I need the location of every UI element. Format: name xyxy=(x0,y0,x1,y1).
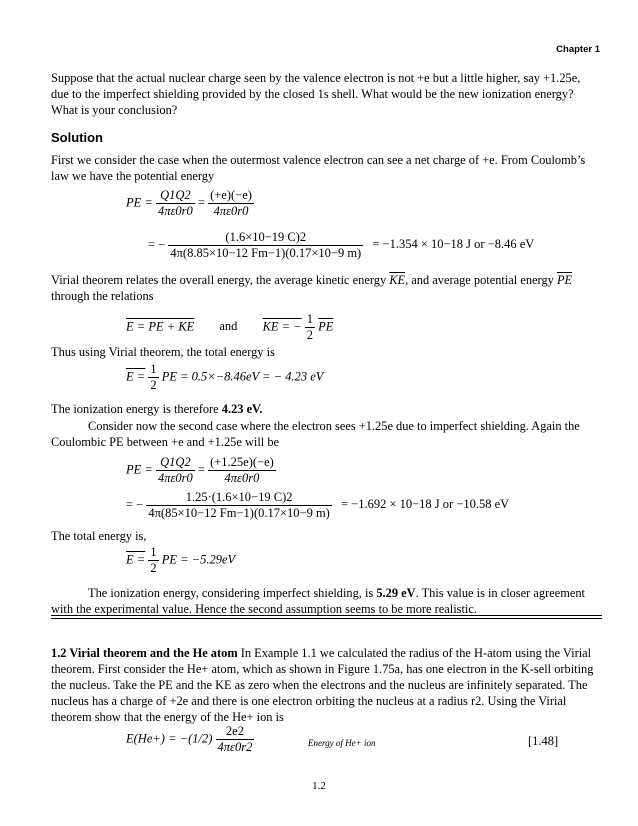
eq1-frac3 xyxy=(168,230,363,261)
conclusion-text xyxy=(51,585,596,617)
he-eq-num: 2e2 xyxy=(216,724,255,740)
eq1-result: = −1.354 × 10−18 J or −8.46 eV xyxy=(372,237,535,252)
eq3-frac1 xyxy=(156,455,195,486)
equation-pe-1: PE = $\frac{Q1Q2}{4\pi\varepsilon 0r0}$ = $\frac{(+e)(-e)}{4\pi\varepsilon 0r0}$ xyxy=(126,188,252,218)
eq1-f3-num: (1.6×10−19 C)2 xyxy=(168,230,363,246)
relation-2-frac xyxy=(305,312,315,343)
relation-2-den: 2 xyxy=(306,328,314,342)
relation-and: and xyxy=(219,319,238,334)
second-case-text: Consider now the second case where the electron sees +1.25e due to imperfect shielding. Again the Coulombic PE between +e and +1.25e will be xyxy=(51,419,580,449)
he-eq-frac xyxy=(216,724,255,755)
eq1-f3-den: 4π(8.85×10−12 Fm−1)(0.17×10−9 m) xyxy=(170,246,362,260)
eq2-lhs: E = xyxy=(126,369,146,384)
eq3-f1-den: 4πε0r0 xyxy=(157,471,193,485)
eq3-lhs: PE = xyxy=(126,462,153,477)
eq3-f2-num: (+1.25e)(−e) xyxy=(210,455,274,469)
ionization-1-text: The ionization energy is therefore xyxy=(51,402,219,416)
eq3-frac3 xyxy=(146,490,331,521)
eq3-f3-num: 1.25·(1.6×10−19 C)2 xyxy=(146,490,331,506)
problem-text xyxy=(51,70,596,118)
eq4-lhs: E = xyxy=(126,552,146,567)
eq2-num: 1 xyxy=(150,362,157,376)
eq1-f1-num: Q1Q2 xyxy=(160,188,191,202)
solution-intro: First we consider the case when the outermost valence electron can see a net charge of +e. From Coulomb’s law we have the potential energy xyxy=(51,153,586,183)
equation-he-ion xyxy=(126,724,254,755)
chapter-label: Chapter 1 xyxy=(556,44,600,55)
eq2-frac xyxy=(148,362,158,393)
conclusion-value: 5.29 eV xyxy=(376,586,416,600)
eq2-rhs: PE = 0.5×−8.46eV = − 4.23 eV xyxy=(161,369,324,384)
he-eq-label: Energy of He+ ion xyxy=(308,738,376,748)
virial-relations xyxy=(126,312,333,343)
equation-pe-2: PE = $\frac{Q1Q2}{4\pi\varepsilon 0r0}$ = $\frac{(+1.25e)(-e)}{4\pi\varepsilon 0r0}$ xyxy=(126,455,274,485)
eq3-f1-num: Q1Q2 xyxy=(160,455,191,469)
relation-2-num: 1 xyxy=(306,312,314,326)
section-divider-2 xyxy=(51,618,602,619)
he-eq-den: 4πε0r2 xyxy=(217,740,253,754)
eq4-den: 2 xyxy=(150,561,157,575)
eq4-num: 1 xyxy=(150,545,157,559)
next-problem-title: 1.2 Virial theorem and the He atom xyxy=(51,646,238,660)
conclusion-b: . This value is in closer agreement with the experimental value. Hence the second assumption seems to be more realistic. xyxy=(51,586,585,616)
virial-c: through the relations xyxy=(51,289,154,303)
eq3-f2-den: 4πε0r0 xyxy=(224,471,260,485)
relation-2-lhs: KE = − xyxy=(262,319,302,334)
section-divider-1 xyxy=(51,615,602,616)
next-problem-body: In Example 1.1 we calculated the radius of the H-atom using the Virial theorem. First consider the He+ atom, which as shown in Figure 1.75a, has one electron in the K-sell orbiting the nucleus. Take the PE and the KE as zero when the electrons and the nucleus are infinitely separated. The nucleus has a charge of +2e and there is one electron orbiting the nucleus at a radius r2. Using the Virial theorem show that the energy of the He+ ion is xyxy=(51,646,594,724)
solution-heading: Solution xyxy=(51,130,103,145)
virial-ke: $\overline{KE}$ xyxy=(389,273,406,287)
equation-pe-1-value: = − $\frac{(1.6\times 10-19 C)2}{4\pi(8.85\times 10-12 Fm-1)(0.17\times 10-9 m)}$ = −1.354 × 10−18 J or −8.46 eV xyxy=(148,230,535,260)
equation-pe-2-value: = − $\frac{1.25\cdot(1.6\times 10-19 C)2}{4\pi(85\times 10-12 Fm-1)(0.17\times 10-9 m)}$ = −1.692 × 10−18 J or −10.58 eV xyxy=(126,490,510,520)
he-eq-number: [1.48] xyxy=(528,734,559,748)
eq4-frac xyxy=(148,545,158,576)
virial-pe: $\overline{PE}$ xyxy=(556,273,573,287)
equation-total-energy-1 xyxy=(126,362,323,393)
eq1-f1-den: 4πε0r0 xyxy=(157,204,193,218)
relation-1: E = PE + KE xyxy=(126,319,195,334)
eq1-frac2 xyxy=(208,188,254,219)
virial-b: , and average potential energy xyxy=(405,273,554,287)
eq1-f2-num: (+e)(−e) xyxy=(210,188,252,202)
eq1-f2-den: 4πε0r0 xyxy=(213,204,249,218)
total-energy-text: The total energy is, xyxy=(51,529,147,543)
ionization-1-value: 4.23 eV. xyxy=(221,402,263,416)
eq3-f3-den: 4π(85×10−12 Fm−1)(0.17×10−9 m) xyxy=(148,506,330,520)
he-eq-lhs: E(He+) = −(1/2) xyxy=(126,731,213,746)
eq3-frac2 xyxy=(208,455,276,486)
next-problem xyxy=(51,645,596,725)
relation-2-rhs: $\overline{PE}$ xyxy=(318,319,334,334)
eq4-rhs: PE = −5.29eV xyxy=(161,552,236,567)
eq1-lhs: PE = xyxy=(126,195,153,210)
virial-text xyxy=(51,272,596,304)
eq3-result: = −1.692 × 10−18 J or −10.58 eV xyxy=(340,497,510,512)
virial-a: Virial theorem relates the overall energy, the average kinetic energy xyxy=(51,273,387,287)
equation-total-energy-2 xyxy=(126,545,235,576)
eq1-frac1 xyxy=(156,188,195,219)
ionization-result-1 xyxy=(51,401,596,417)
conclusion-a: The ionization energy, considering imperfect shielding, is xyxy=(88,586,374,600)
thus-text: Thus using Virial theorem, the total energy is xyxy=(51,345,275,359)
problem-body: Suppose that the actual nuclear charge seen by the valence electron is not +e but a little higher, say +1.25e, due to the imperfect shielding provided by the closed 1s shell. What would be the new ionization energy? What is your conclusion? xyxy=(51,71,581,117)
page-number: 1.2 xyxy=(312,780,326,792)
eq2-den: 2 xyxy=(150,378,157,392)
